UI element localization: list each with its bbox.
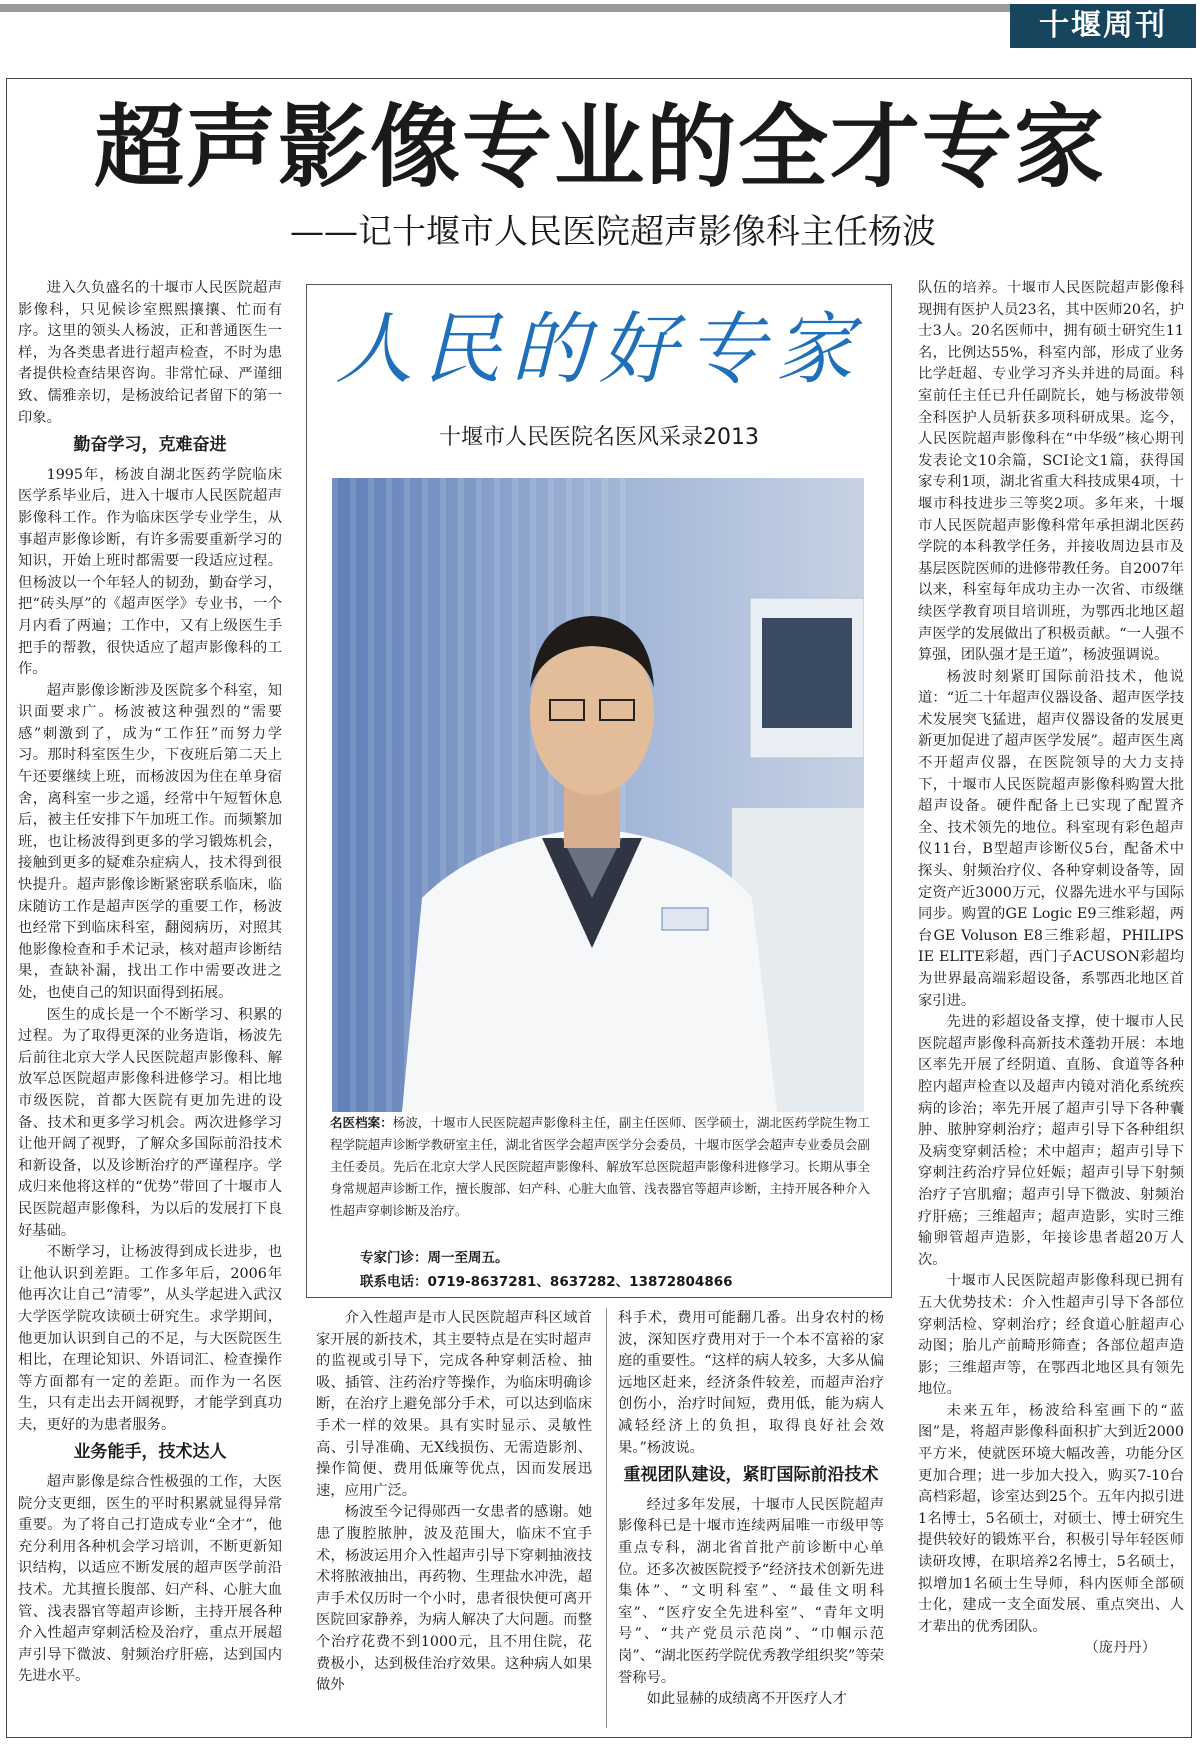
caption-label: 名医档案： [330, 1115, 393, 1130]
paragraph: 科手术，费用可能翻几番。出身农村的杨波，深知医疗费用对于一个本不富裕的家庭的重要性。“这样的病人较多，大多从偏远地区赶来，经济条件较差，而超声治疗创伤小，治疗时间短，费用低，能为病人减轻经济上的负担，取得良好社会效果。”杨波说。 [618, 1310, 884, 1456]
paragraph: 不断学习，让杨波得到成长进步，也让他认识到差距。工作多年后，2006年他再次让自己“清零”，从头学起进入武汉大学医学院攻读硕士研究生。求学期间，他更加认识到自己的不足，与大医院医生相比，在理论知识、外语词汇、检查操作等方面都有一定的差距。而作为一名医生，只有走出去开阔视野，才能学到真功夫，更好的为患者服务。 [18, 1244, 282, 1433]
caption-text: 杨波，十堰市人民医院超声影像科主任，副主任医师、医学硕士，湖北医药学院生物工程学院超声诊断学教研室主任，湖北省医学会超声医学分会委员，十堰市医学会超声专业委员会副主任委员。先后在北京大学人民医院超声影像科、解放军总医院超声影像科进修学习。长期从事全身常规超声诊断工作，擅长腹部、妇产科、心脏大血管、浅表器官等超声诊断，主持开展各种介入性超声穿刺诊断及治疗。 [330, 1115, 870, 1218]
section-heading: 业务能手，技术达人 [73, 1442, 227, 1463]
paragraph: 队伍的培养。十堰市人民医院超声影像科现拥有医护人员23名，其中医师20名，护士3人。20名医师中，拥有硕士研究生11名，比例达55%，科室内部，形成了业务比学赶超、专业学习齐头并进的局面。科室前任主任已升任副院长，她与杨波带领全科医护人员斩获多项科研成果。迄今，人民医院超声影像科在“中华级”核心期刊发表论文10余篇，SCI论文1篇，获得国家专利1项，湖北省重大科技成果4项，十堰市科技进步三等奖2项。多年来，十堰市人民医院超声影像科常年承担湖北医药学院的本科教学任务，并接收周边县市及基层医院医师的进修带教任务。自2007年以来，科室每年成功主办一次省、市级继续医学教育项目培训班，为鄂西北地区超声医学的发展做出了积极贡献。“一人强不算强，团队强才是王道”，杨波强调说。 [918, 280, 1184, 664]
paragraph: 杨波至今记得郧西一女患者的感谢。她患了腹腔脓肿，波及范围大，临床不宜手术，杨波运用介入性超声引导下穿刺抽液技术将脓液抽出，再药物、生理盐水冲洗，超声手术仅历时一个小时，患者很快便可离开医院回家静养，为病人解决了大问题。而整个治疗花费不到1000元，且不用住院，花费极小，达到极佳治疗效果。这种病人如果做外 [316, 1504, 592, 1694]
series-title: 十堰市人民医院名医风采录2013 [439, 425, 759, 450]
column-3 [618, 1308, 884, 1711]
paragraph: 介入性超声是市人民医院超声科区域首家开展的新技术，其主要特点是在实时超声的监视或引导下，完成各种穿刺活检、抽吸、插管、注药治疗等操作，为临床明确诊断，在治疗上避免部分手术，可以达到临床手术一样的效果。具有实时显示、灵敏性高、引导准确、无X线损伤、无需造影剂、操作简便、费用低廉等优点，因而发展迅速，应用广泛。 [316, 1310, 592, 1499]
doctor-profile-caption [330, 1112, 870, 1222]
contact-phone: 联系电话：0719-8637281、8637282、13872804866 [360, 1274, 733, 1290]
paragraph: 超声影像是综合性极强的工作，大医院分支更细，医生的平时积累就显得异常重要。为了将自己打造成专业“全才”，他充分利用各种机会学习培训，不断更新知识结构，以适应不断发展的超声医学前沿技术。尤其擅长腹部、妇产科、心脏大血管、浅表器官等超声诊断，主持开展各种介入性超声穿刺活检及治疗，重点开展超声引导下微波、射频治疗肝癌，达到国内先进水平。 [18, 1474, 282, 1685]
section-heading: 勤奋学习，克难奋进 [73, 435, 227, 456]
column-4 [918, 278, 1184, 1660]
headline: 超声影像专业的全才专家 [94, 94, 1106, 200]
paragraph: 进入久负盛名的十堰市人民医院超声影像科，只见候诊室熙熙攘攘、忙而有序。这里的领头人杨波，正和普通医生一样，为各类患者进行超声检查，不时为患者提供检查结果咨询。非常忙碌、严谨细致、儒雅亲切，是杨波给记者留下的第一印象。 [18, 280, 282, 426]
column-divider [606, 1308, 607, 1728]
paragraph: 经过多年发展，十堰市人民医院超声影像科已是十堰市连续两届唯一市级甲等重点专科，湖北省首批产前诊断中心单位。还多次被医院授予“经济技术创新先进集体”、“文明科室”、“最佳文明科室”、“医疗安全先进科室”、“青年文明号”、“共产党员示范岗”、“巾帼示范岗”、“湖北医药学院优秀教学组织奖”等荣誉称号。 [618, 1496, 884, 1686]
paragraph: 超声影像诊断涉及医院多个科室，知识面要求广。杨波被这种强烈的“需要感”刺激到了，成为“工作狂”而努力学习。那时科室医生少，下夜班后第二天上午还要继续上班，而杨波因为住在单身宿舍，离科室一步之遥，经常中午短暂休息后，被主任安排下午加班工作。而频繁加班，也让杨波得到更多的学习锻炼机会，接触到更多的疑难杂症病人，技术得到很快提升。超声影像诊断紧密联系临床，临床随访工作是超声医学的重要工作，杨波也经常下到临床科室，翻阅病历，对照其他影像检查和手术记录，核对超声诊断结果，查缺补漏，找出工作中需要改进之处，也使自己的知识面得到拓展。 [18, 682, 282, 1001]
subheadline: ——记十堰市人民医院超声影像科主任杨波 [290, 212, 936, 252]
paragraph: 先进的彩超设备支撑，使十堰市人民医院超声影像科高新技术蓬勃开展：本地区率先开展了经阴道、直肠、食道等各种腔内超声检查以及超声内镜对消化系统疾病的诊治；率先开展了超声引导下各种囊肿、脓肿穿刺治疗；超声引导下各种组织及病变穿刺活检；术中超声；超声引导下穿刺注药治疗异位妊娠；超声引导下射频治疗子宫肌瘤；超声引导下微波、射频治疗肝癌；三维超声；超声造影，实时三维输卵管超声造影，年接诊患者超20万人次。 [918, 1014, 1184, 1268]
paragraph: 杨波时刻紧盯国际前沿技术，他说道：“近二十年超声仪器设备、超声医学技术发展突飞猛进，超声仪器设备的发展更新更加促进了超声医学发展”。超声医生离不开超声仪器，在医院领导的大力支持下，十堰市人民医院超声影像科购置大批超声设备。硬件配备上已实现了配置齐全、技术领先的地位。科室现有彩色超声仪11台，B型超声诊断仪5台，配备术中探头、射频治疗仪、各种穿刺设备等，固定资产近3000万元，仪器先进水平与国际同步。购置的GE Logic E9三维彩超，两台GE Voluson E8三维彩超，PHILIPS IE ELITE彩超，西门子ACUSON彩超均为世界最高端彩超设备，系鄂西北地区首家引进。 [918, 668, 1184, 1009]
doctor-photo [332, 478, 864, 1112]
column-1 [18, 278, 282, 1688]
masthead: 十堰周刊 [1039, 8, 1167, 43]
paragraph: 1995年，杨波自湖北医药学院临床医学系毕业后，进入十堰市人民医院超声影像科工作。作为临床医学专业学生，从事超声影像诊断，有许多需要重新学习的知识，开始上班时都需要一段适应过程。但杨波以一个年轻人的韧劲，勤奋学习，把“砖头厚”的《超声医学》专业书，一个月内看了两遍；工作中，又有上级医生手把手的帮教，很快适应了超声影像科的工作。 [18, 466, 282, 678]
byline: （庞丹丹） [1084, 1640, 1156, 1657]
column-2 [316, 1308, 592, 1697]
calligraphy-title: 人民的好专家 [334, 305, 863, 395]
paragraph: 医生的成长是一个不断学习、积累的过程。为了取得更深的业务造诣，杨波先后前往北京大学人民医院超声影像科、解放军总医院超声影像科进修学习。相比地市级医院，首都大医院有更加先进的设备、技术和更多学习机会。两次进修学习让他开阔了视野，了解众多国际前沿技术和新设备，以及诊断治疗的严谨程序。学成归来他将这样的“优势”带回了十堰市人民医院超声影像科，为以后的发展打下良好基础。 [18, 1006, 282, 1239]
paragraph: 未来五年，杨波给科室画下的“蓝图”是，将超声影像科面积扩大到近2000平方米，使就医环境大幅改善，功能分区更加合理；进一步加大投入，购买7-10台高档彩超，诊室达到25个。五年内拟引进1名博士，5名硕士，对硕士、博士研究生提供较好的锻炼平台，积极引导年轻医师读研攻博，在职培养2名博士，5名硕士，拟增加1名硕士生导师，科内医师全部硕士化，建成一支全面发展、重点突出、人才辈出的优秀团队。 [918, 1402, 1184, 1635]
doctor-portrait-image [332, 478, 864, 1112]
clinic-hours: 专家门诊：周一至周五。 [360, 1250, 509, 1266]
paragraph: 十堰市人民医院超声影像科现已拥有五大优势技术：介入性超声引导下各部位穿刺活检、穿刺治疗；经食道心脏超声心动图；胎儿产前畸形筛查；各部位超声造影；三维超声等，在鄂西北地区具有领先地位。 [918, 1273, 1184, 1398]
top-rule [0, 4, 1010, 12]
paragraph: 如此显赫的成绩离不开医疗人才 [646, 1691, 847, 1708]
section-heading: 重视团队建设，紧盯国际前沿技术 [623, 1465, 879, 1486]
